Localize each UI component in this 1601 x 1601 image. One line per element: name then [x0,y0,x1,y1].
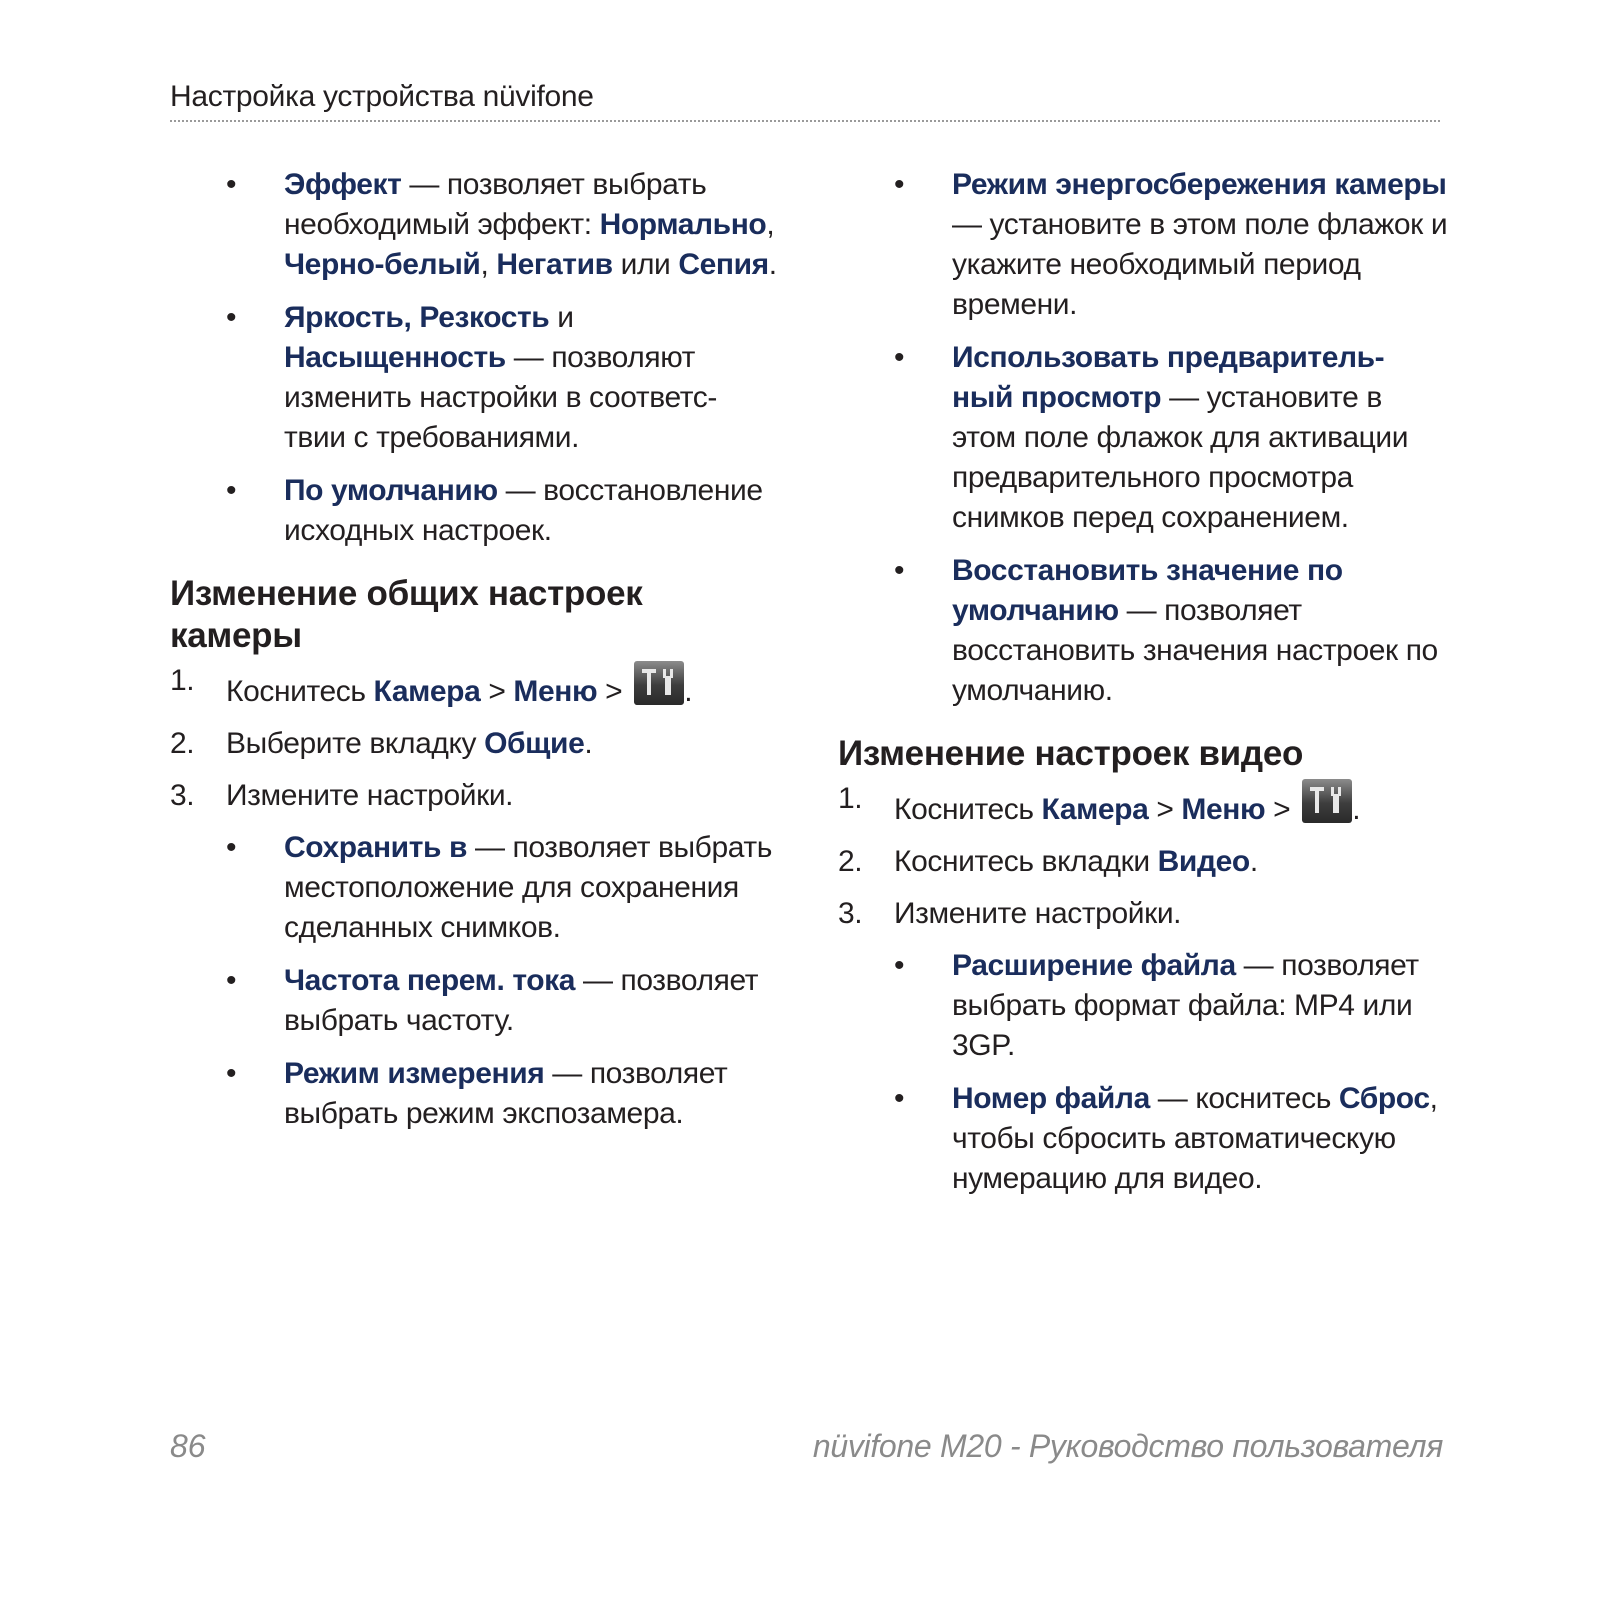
term: По умолчанию [284,474,498,507]
list-item [170,1054,780,1134]
term: Насыщенность [284,341,506,374]
step-item [170,776,780,816]
step-item [170,661,780,712]
desc: — установите в этом поле флажок для активации предварительного просмотра снимков перед сохранением. [952,381,1409,534]
term: Яркость, Резкость [284,301,550,334]
tools-icon [634,661,684,705]
list-item [838,165,1448,325]
step-text: Измените настройки. [226,779,514,812]
term: Сброс [1338,1082,1430,1115]
option: Сепия [678,248,769,281]
page-number: 86 [170,1428,206,1464]
ui-term: Видео [1157,845,1250,878]
bullet: • [226,168,237,201]
list-item [838,551,1448,711]
ui-term: Общие [484,727,585,760]
step-item [838,779,1448,830]
step-number: 1. [838,782,863,815]
term: Частота перем. тока [284,964,576,997]
bullet: • [894,168,905,201]
step-text: Выберите вкладку [226,727,485,760]
desc: — установите в этом поле флажок и укажите необходимый период времени. [952,208,1448,321]
term: Эффект [284,168,402,201]
step-number: 2. [838,845,863,878]
footer-title: nüvifone M20 - Руководство пользователя [812,1428,1443,1464]
sep: > [480,675,514,708]
step-item [170,724,780,764]
step-number: 1. [170,664,195,697]
step-item [838,842,1448,882]
list-item [838,338,1448,538]
right-column [838,165,1448,1212]
list-item [838,946,1448,1066]
sep: , [766,208,775,241]
bullet: • [894,554,905,587]
term: Сохранить в [284,831,468,864]
sep: . [584,727,593,760]
option: Черно-белый [284,248,481,281]
step-number: 3. [838,897,863,930]
list-item [170,165,780,285]
desc: — позволяет выбрать местоположение для сохранения сделанных снимков. [284,831,772,944]
step-item [838,894,1448,934]
sep: . [1352,793,1361,826]
bullet: • [894,1082,905,1115]
bullet: • [226,474,237,507]
desc: — позволяет выбрать необходимый эффект: [284,168,707,241]
ui-term: Камера [373,675,481,708]
ui-term: Меню [1181,793,1266,826]
list-item [170,471,780,551]
step-number: 3. [170,779,195,812]
term: Восстановить значение по умолчанию [952,554,1343,627]
step-text: Коснитесь [894,793,1042,826]
term: Номер файла [952,1082,1150,1115]
list-item [838,1079,1448,1199]
option: Негатив [496,248,613,281]
step-text: Измените настройки. [894,897,1182,930]
bullet: • [894,341,905,374]
desc: — позволяют изменить настройки в соответс- твии с требованиями. [284,341,717,454]
step-text: Коснитесь [226,675,374,708]
desc: — позволяет выбрать частоту. [284,964,759,1037]
header-divider [170,120,1440,122]
desc: — восстановление исходных настроек. [284,474,763,547]
desc: — позволяет выбрать формат файла: MP4 или 3GP. [952,949,1419,1062]
sep: > [1265,793,1299,826]
section-title: Изменение общих настроек камеры [170,574,643,655]
sep: или [612,248,679,281]
bullet: • [226,1057,237,1090]
tools-icon [1302,779,1352,823]
term: Режим энергосбережения камеры [952,168,1447,201]
desc: и [549,301,574,334]
list-item [170,298,780,458]
sep: . [768,248,777,281]
bullet: • [226,831,237,864]
term: Расширение файла [952,949,1236,982]
sep: , [480,248,497,281]
desc: — позволяет восстановить значения настроек по умолчанию. [952,594,1438,707]
step-text: Коснитесь вкладки [894,845,1158,878]
sep: > [1148,793,1182,826]
ui-term: Камера [1041,793,1149,826]
desc: , чтобы сбросить автоматическую нумерацию для видео. [952,1082,1438,1195]
list-item [170,961,780,1041]
term: Использовать предваритель- ный просмотр [952,341,1385,414]
bullet: • [894,949,905,982]
option: Нормально [599,208,767,241]
bullet: • [226,964,237,997]
desc: — коснитесь [1149,1082,1339,1115]
sep: . [1249,845,1258,878]
list-item [170,828,780,948]
sep: > [597,675,631,708]
step-number: 2. [170,727,195,760]
running-header: Настройка устройства nüvifone [170,80,594,113]
ui-term: Меню [513,675,598,708]
left-column [170,165,780,1147]
desc: — позволяет выбрать режим экспозамера. [284,1057,728,1130]
term: Режим измерения [284,1057,545,1090]
sep: . [684,675,693,708]
section-title: Изменение настроек видео [838,734,1304,773]
bullet: • [226,301,237,334]
